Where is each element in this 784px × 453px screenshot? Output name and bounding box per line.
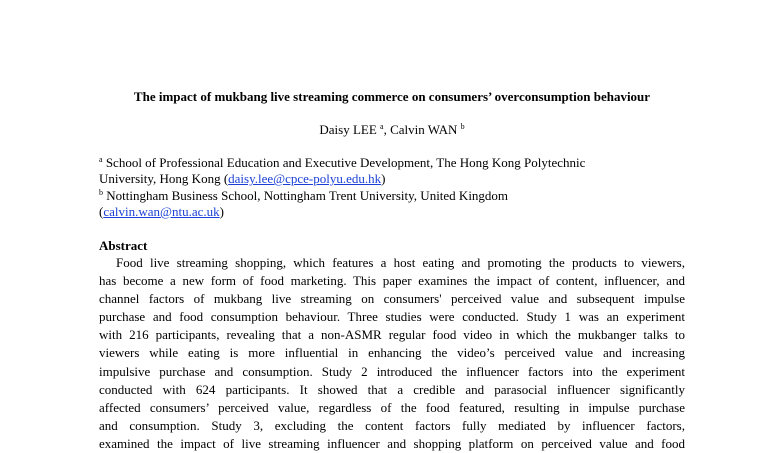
affiliation-a-line2 <box>99 171 689 187</box>
affiliation-text: School of Professional Education and Executive Development, The Hong Kong Polytechnic <box>102 155 586 170</box>
abstract-line: examined the impact of live streaming influencer and shopping platform on perceived value and food <box>99 435 685 451</box>
affiliation-text: ( <box>99 203 104 219</box>
affiliations <box>99 155 689 220</box>
abstract-line: purchase and food consumption behaviour. Three studies were conducted. Study 1 was an experiment <box>99 309 685 325</box>
author-name: Daisy LEE <box>319 122 377 137</box>
abstract-line: with 216 participants, revealing that a non-ASMR regular food video in which the mukbanger talks to <box>99 327 685 343</box>
affiliation-text: Nottingham Business School, Nottingham Trent University, United Kingdom <box>103 187 509 203</box>
abstract-line: has become a new form of food marketing. This paper examines the impact of content, influencer, and <box>99 273 685 289</box>
affiliation-text: University, Hong Kong ( <box>99 171 229 187</box>
affiliation-a-line1 <box>99 155 689 171</box>
abstract-heading: Abstract <box>99 238 148 253</box>
abstract-line: conducted with 624 participants. It showed that a credible and parasocial influencer significantly <box>99 381 685 397</box>
affiliation-marker: a <box>380 122 384 131</box>
author-separator: , <box>383 122 391 137</box>
abstract-line: affected consumers’ perceived value, regardless of the food featured, resulting in impulse purchase <box>99 399 685 415</box>
abstract-line: impulsive purchase and consumption. Study 2 introduced the influencer factors into the experiment <box>99 363 685 379</box>
abstract-body <box>99 254 685 453</box>
abstract-line: channel factors of mukbang live streaming on consumers' perceived value and subsequent impulse <box>99 291 685 307</box>
author-line <box>0 122 784 138</box>
affiliation-marker: b <box>460 122 465 131</box>
abstract-line: Food live streaming shopping, which features a host eating and promoting the products to viewers, <box>116 255 685 270</box>
paper-title: The impact of mukbang live streaming commerce on consumers’ overconsumption behaviour <box>133 89 651 104</box>
affiliation-marker: a <box>99 155 103 164</box>
author-name: Calvin WAN <box>390 122 458 137</box>
email-link[interactable]: calvin.wan@ntu.ac.uk <box>103 203 220 219</box>
affiliation-b-line1 <box>99 188 689 204</box>
affiliation-text: ) <box>219 203 224 219</box>
abstract-line: viewers while eating is more influential in enhancing the video’s perceived value and increasing <box>99 345 685 361</box>
abstract-line: and consumption. Study 3, excluding the content factors fully mediated by influencer factors, <box>99 417 685 433</box>
affiliation-marker: b <box>99 187 103 197</box>
affiliation-b-line2 <box>99 204 689 220</box>
email-link[interactable]: daisy.lee@cpce-polyu.edu.hk <box>228 171 382 187</box>
affiliation-text: ) <box>381 171 386 187</box>
